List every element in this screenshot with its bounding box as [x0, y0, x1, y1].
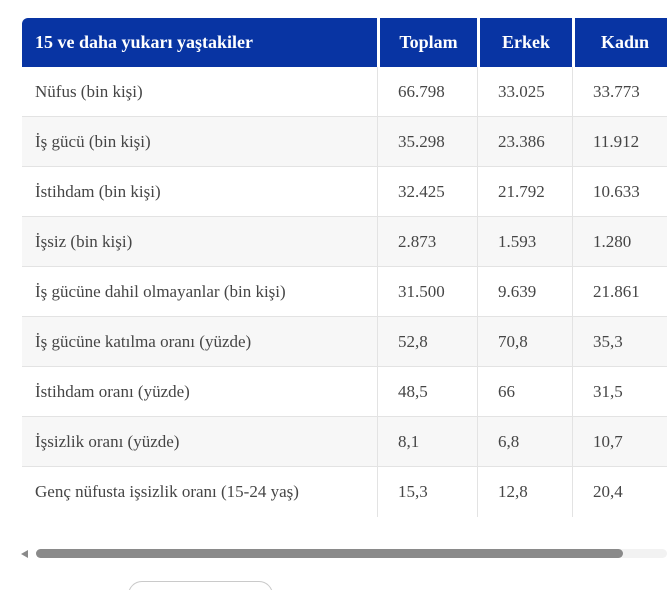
- table-header-row: [22, 18, 667, 67]
- column-header-toplam: Toplam: [377, 18, 477, 67]
- table-scroll-viewport: [22, 18, 667, 517]
- cell-erkek: 12,8: [477, 467, 572, 517]
- table-row: [22, 267, 667, 317]
- table-row: [22, 167, 667, 217]
- bottom-pill-button[interactable]: [128, 581, 273, 590]
- table-row: [22, 467, 667, 517]
- row-label: İstihdam oranı (yüzde): [22, 367, 377, 417]
- table-row: [22, 317, 667, 367]
- cell-erkek: 70,8: [477, 317, 572, 367]
- row-label: İstihdam (bin kişi): [22, 167, 377, 217]
- cell-toplam: 31.500: [377, 267, 477, 317]
- table-title-header: 15 ve daha yukarı yaştakiler: [22, 18, 377, 67]
- cell-erkek: 9.639: [477, 267, 572, 317]
- table-row: [22, 217, 667, 267]
- cell-toplam: 66.798: [377, 67, 477, 117]
- cell-erkek: 66: [477, 367, 572, 417]
- row-label: İşsiz (bin kişi): [22, 217, 377, 267]
- cell-toplam: 52,8: [377, 317, 477, 367]
- cell-erkek: 6,8: [477, 417, 572, 467]
- scrollbar-thumb[interactable]: [36, 549, 623, 558]
- table-body: [22, 67, 667, 517]
- table-row: [22, 67, 667, 117]
- table-row: [22, 117, 667, 167]
- row-label: Nüfus (bin kişi): [22, 67, 377, 117]
- cell-kadin: 33.773: [572, 67, 667, 117]
- cell-toplam: 32.425: [377, 167, 477, 217]
- scroll-left-arrow-icon[interactable]: [21, 550, 28, 558]
- horizontal-scrollbar[interactable]: [0, 549, 667, 560]
- cell-toplam: 8,1: [377, 417, 477, 467]
- table-row: [22, 367, 667, 417]
- labour-statistics-table: [22, 18, 667, 517]
- cell-kadin: 1.280: [572, 217, 667, 267]
- cell-kadin: 20,4: [572, 467, 667, 517]
- cell-erkek: 23.386: [477, 117, 572, 167]
- cell-erkek: 21.792: [477, 167, 572, 217]
- row-label: İş gücüne katılma oranı (yüzde): [22, 317, 377, 367]
- cell-kadin: 31,5: [572, 367, 667, 417]
- column-header-erkek: Erkek: [477, 18, 572, 67]
- cell-kadin: 10.633: [572, 167, 667, 217]
- cell-kadin: 11.912: [572, 117, 667, 167]
- cell-kadin: 21.861: [572, 267, 667, 317]
- row-label: İşsizlik oranı (yüzde): [22, 417, 377, 467]
- column-header-kadin: Kadın: [572, 18, 667, 67]
- cell-erkek: 33.025: [477, 67, 572, 117]
- row-label: Genç nüfusta işsizlik oranı (15-24 yaş): [35, 482, 299, 501]
- cell-toplam: 48,5: [377, 367, 477, 417]
- row-label: İş gücüne dahil olmayanlar (bin kişi): [22, 267, 377, 317]
- cell-kadin: 10,7: [572, 417, 667, 467]
- row-label: İş gücü (bin kişi): [22, 117, 377, 167]
- scrollbar-track[interactable]: [36, 549, 667, 558]
- table-row: [22, 417, 667, 467]
- cell-toplam: 15,3: [377, 467, 477, 517]
- cell-erkek: 1.593: [477, 217, 572, 267]
- cell-kadin: 35,3: [572, 317, 667, 367]
- cell-toplam: 35.298: [377, 117, 477, 167]
- cell-toplam: 2.873: [377, 217, 477, 267]
